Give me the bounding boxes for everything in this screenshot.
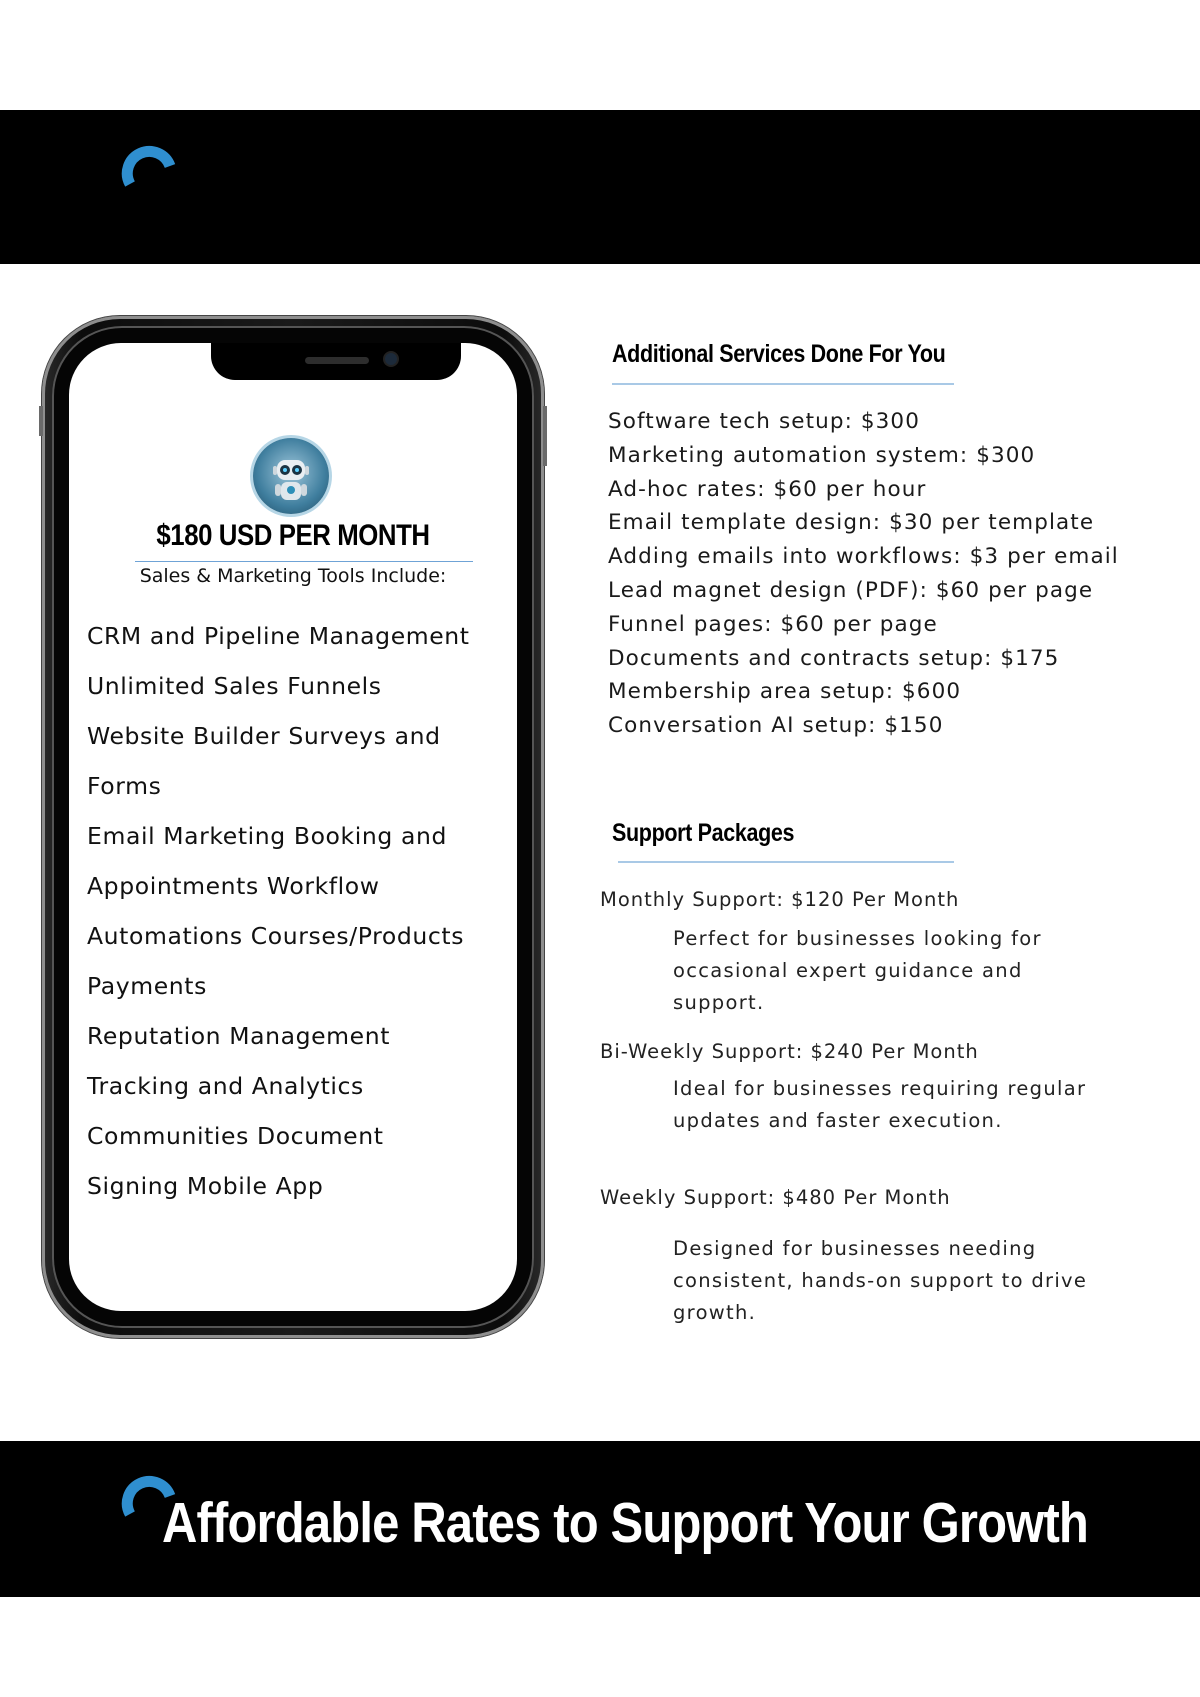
list-item: Unlimited Sales Funnels [87, 672, 382, 700]
package-title: Weekly Support: $480 Per Month [600, 1186, 951, 1209]
support-packages-heading: Support Packages [612, 819, 795, 847]
additional-services-heading: Additional Services Done For You [612, 340, 946, 368]
list-item: Automations Courses/Products [87, 922, 465, 950]
list-item: Signing Mobile App [87, 1172, 324, 1200]
robot-icon [253, 438, 329, 514]
page-title: App & Services Price List [0, 0, 146, 17]
package-description: Designed for businesses needing consistent, hands-on support to drive growth. [673, 1237, 1088, 1324]
phone-screen [69, 343, 517, 1311]
list-item: Conversation AI setup: $150 [608, 713, 944, 739]
list-item: Membership area setup: $600 [608, 679, 962, 705]
list-item: Ad-hoc rates: $60 per hour [608, 476, 927, 502]
phone-side-button [543, 406, 547, 466]
list-item: Lead magnet design (PDF): $60 per page [608, 577, 1094, 603]
list-item: Documents and contracts setup: $175 [608, 645, 1060, 671]
package-title: Bi-Weekly Support: $240 Per Month [600, 1040, 979, 1063]
plan-price: $180 USD PER MONTH [156, 519, 430, 552]
heading-underline [612, 383, 954, 385]
list-item: Website Builder Surveys and [87, 722, 441, 750]
package-description: Ideal for businesses requiring regular updates and faster execution. [673, 1077, 1087, 1132]
phone-side-button [39, 406, 43, 436]
list-item: Tracking and Analytics [87, 1072, 364, 1100]
phone-notch [211, 343, 461, 380]
list-item: CRM and Pipeline Management [87, 622, 470, 650]
heading-underline [618, 861, 954, 863]
list-item: Funnel pages: $60 per page [608, 611, 938, 637]
list-item: Reputation Management [87, 1022, 391, 1050]
list-item: Email Marketing Booking and [87, 822, 447, 850]
phone-mockup [42, 316, 544, 1338]
support-package-monthly [600, 888, 1160, 1019]
feature-list [87, 611, 470, 1211]
support-package-biweekly [600, 1040, 1160, 1137]
plan-subtitle: Sales & Marketing Tools Include: [139, 565, 447, 587]
list-item: Email template design: $30 per template [608, 510, 1095, 536]
camera-icon [385, 353, 397, 365]
support-package-weekly [600, 1186, 1160, 1329]
list-item: Marketing automation system: $300 [608, 442, 1036, 468]
divider [135, 561, 473, 562]
list-item: Software tech setup: $300 [608, 409, 920, 434]
list-item: Adding emails into workflows: $3 per email [608, 544, 1119, 570]
header-banner [0, 110, 1200, 264]
services-list [608, 405, 1119, 743]
list-item: Payments [87, 972, 207, 1000]
list-item: Forms [87, 772, 162, 800]
footer-tagline: Affordable Rates to Support Your Growth [162, 1491, 1088, 1555]
list-item: Communities Document [87, 1122, 384, 1150]
arc-logo-icon [118, 136, 180, 198]
list-item: Appointments Workflow [87, 872, 380, 900]
robot-avatar [253, 438, 329, 514]
package-description: Perfect for businesses looking for occasional expert guidance and support. [673, 927, 1042, 1014]
package-title: Monthly Support: $120 Per Month [600, 888, 960, 911]
speaker-grille [305, 357, 369, 364]
